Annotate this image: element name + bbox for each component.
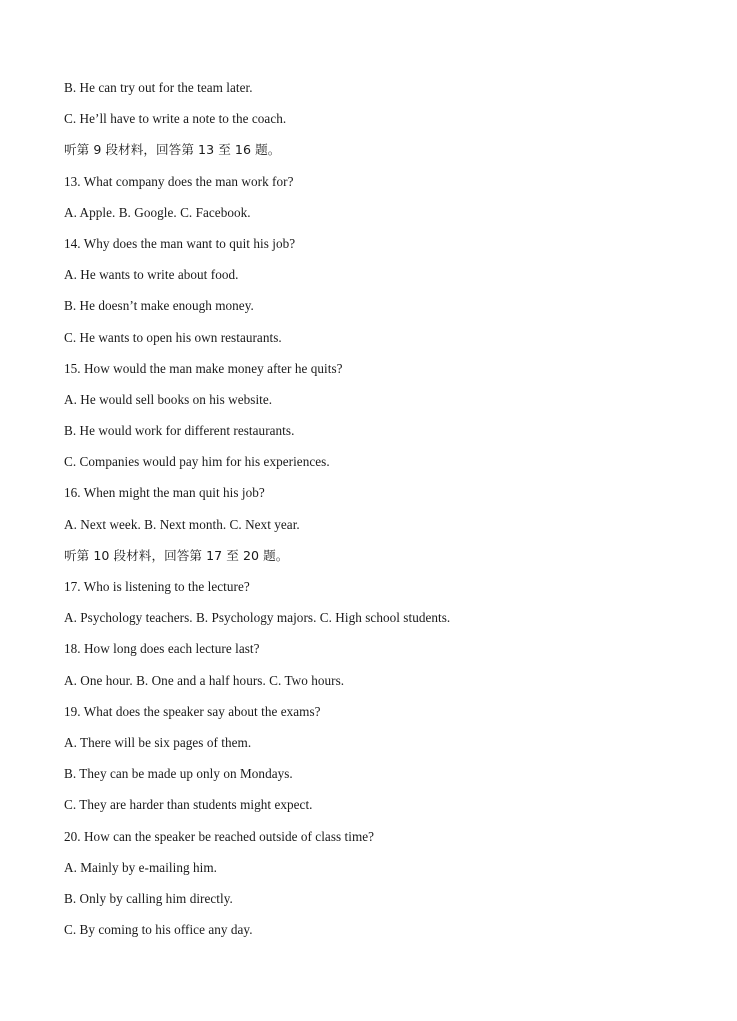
answer-option: B. He can try out for the team later. [64,80,253,95]
answer-option: A. One hour. B. One and a half hours. C. Two hours. [64,672,345,688]
answer-option: A. Apple. B. Google. C. Facebook. [64,204,251,220]
answer-option: C. They are harder than students might expect. [64,797,313,813]
answer-option: A. Psychology teachers. B. Psychology majors. C. High school students. [64,610,451,626]
question-text: 20. How can the speaker be reached outside of class time? [64,828,375,844]
answer-option: A. He would sell books on his website. [64,391,273,407]
question-text: 14. Why does the man want to quit his job? [64,235,296,251]
answer-option: A. There will be six pages of them. [64,734,252,750]
answer-option: B. Only by calling him directly. [64,890,233,906]
question-text: 18. How long does each lecture last? [64,641,260,657]
answer-option: B. They can be made up only on Mondays. [64,766,293,782]
section-heading: 听第 9 段材料，回答第 13 至 16 题。 [64,142,281,158]
answer-option: C. Companies would pay him for his experiences. [64,454,330,470]
question-text: 17. Who is listening to the lecture? [64,579,250,594]
answer-option: A. Mainly by e-mailing him. [64,859,217,875]
answer-option: B. He doesn’t make enough money. [64,298,254,314]
question-text: 13. What company does the man work for? [64,173,294,189]
answer-option: C. He wants to open his own restaurants. [64,329,282,345]
question-text: 16. When might the man quit his job? [64,485,265,501]
section-heading: 听第 10 段材料，回答第 17 至 20 题。 [64,547,289,563]
answer-option: C. By coming to his office any day. [64,922,253,938]
question-text: 15. How would the man make money after he quits? [64,360,343,376]
answer-option: A. Next week. B. Next month. C. Next year. [64,516,300,532]
answer-option: A. He wants to write about food. [64,267,239,283]
answer-option: B. He would work for different restaurants. [64,423,295,439]
answer-option: C. He’ll have to write a note to the coach. [64,111,287,127]
document-body [64,78,684,951]
question-text: 19. What does the speaker say about the exams? [64,703,321,719]
